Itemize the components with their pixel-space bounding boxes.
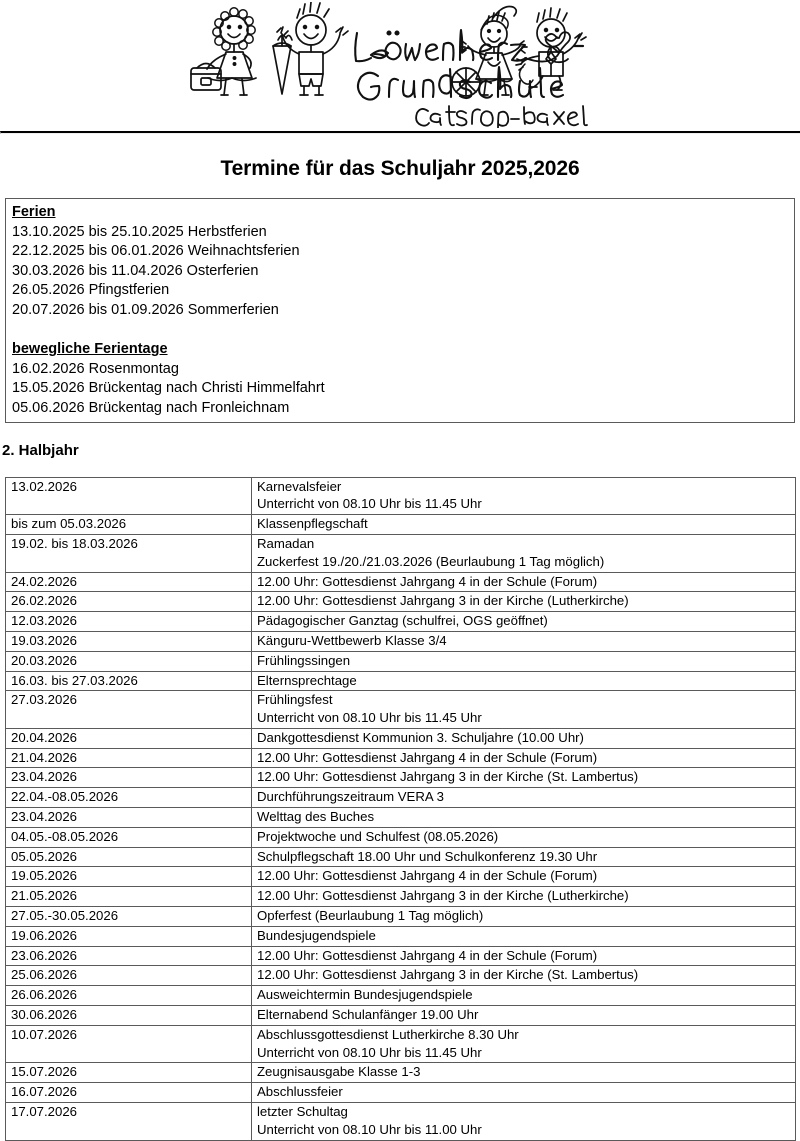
description-line: Unterricht von 08.10 Uhr bis 11.45 Uhr <box>257 710 482 726</box>
page-title: Termine für das Schuljahr 2025,2026 <box>220 157 580 180</box>
description-line: Unterricht von 08.10 Uhr bis 11.00 Uhr <box>257 1121 482 1137</box>
table-row <box>6 572 796 592</box>
table-cell-description <box>252 1025 796 1063</box>
table-cell-date <box>6 926 252 946</box>
description-line: 12.00 Uhr: Gottesdienst Jahrgang 4 in der Schule (Forum) <box>257 573 598 589</box>
table-cell-description <box>252 1083 796 1103</box>
table-row <box>6 671 796 691</box>
description-line: Pädagogischer Ganztag (schulfrei, OGS geöffnet) <box>257 613 548 629</box>
holiday-item: 22.12.2025 bis 06.01.2026 Weihnachtsferien <box>12 243 300 260</box>
school-logo-artwork <box>185 2 615 128</box>
table-cell-date <box>6 1103 252 1141</box>
date-spacer <box>11 495 251 513</box>
table-cell-description <box>252 572 796 592</box>
table-cell-date <box>6 887 252 907</box>
date-text: 24.02.2026 <box>11 573 78 589</box>
date-text: 13.02.2026 <box>11 478 78 494</box>
table-cell-description <box>252 847 796 867</box>
date-text: 19.06.2026 <box>11 927 78 943</box>
table-cell-date <box>6 631 252 651</box>
description-line: 12.00 Uhr: Gottesdienst Jahrgang 3 in der Kirche (Lutherkirche) <box>257 593 629 609</box>
description-line: Karnevalsfeier <box>257 478 342 494</box>
table-cell-description <box>252 788 796 808</box>
description-line: Opferfest (Beurlaubung 1 Tag möglich) <box>257 908 484 924</box>
table-cell-description <box>252 1103 796 1141</box>
date-text: 19.02. bis 18.03.2026 <box>11 535 138 551</box>
dates-table-body <box>6 477 796 1140</box>
movable-holidays-heading: bewegliche Ferientage <box>12 341 168 358</box>
table-cell-date <box>6 946 252 966</box>
table-cell-description <box>252 887 796 907</box>
description-line: 12.00 Uhr: Gottesdienst Jahrgang 4 in der Schule (Forum) <box>257 868 598 884</box>
description-line: letzter Schultag <box>257 1104 348 1120</box>
table-row <box>6 788 796 808</box>
table-cell-description <box>252 966 796 986</box>
table-row <box>6 847 796 867</box>
table-row <box>6 748 796 768</box>
table-row <box>6 515 796 535</box>
date-text: 15.07.2026 <box>11 1064 78 1080</box>
date-text: 27.05.-30.05.2026 <box>11 908 119 924</box>
description-line: Känguru-Wettbewerb Klasse 3/4 <box>257 632 447 648</box>
table-cell-date <box>6 534 252 572</box>
date-text: 25.06.2026 <box>11 967 78 983</box>
table-row <box>6 867 796 887</box>
date-text: 20.03.2026 <box>11 652 78 668</box>
table-row <box>6 1006 796 1026</box>
holidays-spacer <box>12 321 794 341</box>
table-row <box>6 808 796 828</box>
description-line: 12.00 Uhr: Gottesdienst Jahrgang 4 in der Schule (Forum) <box>257 749 598 765</box>
table-row <box>6 691 796 729</box>
table-cell-date <box>6 651 252 671</box>
date-text: 16.03. bis 27.03.2026 <box>11 672 138 688</box>
description-line: 12.00 Uhr: Gottesdienst Jahrgang 3 in der Kirche (Lutherkirche) <box>257 888 629 904</box>
holiday-item: 30.03.2026 bis 11.04.2026 Osterferien <box>12 262 259 279</box>
table-row <box>6 1103 796 1141</box>
table-cell-date <box>6 515 252 535</box>
table-row <box>6 651 796 671</box>
table-cell-date <box>6 592 252 612</box>
holidays-box <box>5 198 795 423</box>
holiday-item: 26.05.2026 Pfingstferien <box>12 282 170 299</box>
date-text: 27.03.2026 <box>11 692 78 708</box>
table-row <box>6 887 796 907</box>
date-spacer <box>11 1121 251 1139</box>
description-line: Frühlingssingen <box>257 652 351 668</box>
date-text: 23.06.2026 <box>11 947 78 963</box>
table-cell-date <box>6 1025 252 1063</box>
table-cell-description <box>252 986 796 1006</box>
table-cell-date <box>6 671 252 691</box>
table-cell-date <box>6 768 252 788</box>
description-line: Schulpflegschaft 18.00 Uhr und Schulkonferenz 19.30 Uhr <box>257 848 598 864</box>
table-cell-description <box>252 768 796 788</box>
date-text: 17.07.2026 <box>11 1104 78 1120</box>
description-line: Welttag des Buches <box>257 809 375 825</box>
date-text: 19.03.2026 <box>11 632 78 648</box>
table-cell-date <box>6 986 252 1006</box>
table-cell-date <box>6 788 252 808</box>
table-row <box>6 631 796 651</box>
description-line: 12.00 Uhr: Gottesdienst Jahrgang 4 in der Schule (Forum) <box>257 947 598 963</box>
movable-holiday-item: 15.05.2026 Brückentag nach Christi Himmelfahrt <box>12 380 325 397</box>
holidays-heading: Ferien <box>12 204 56 220</box>
table-cell-date <box>6 612 252 632</box>
description-line: Bundesjugendspiele <box>257 927 376 943</box>
description-line: Unterricht von 08.10 Uhr bis 11.45 Uhr <box>257 1044 482 1060</box>
table-cell-description <box>252 477 796 515</box>
table-row <box>6 1063 796 1083</box>
table-cell-description <box>252 926 796 946</box>
table-cell-description <box>252 748 796 768</box>
date-spacer <box>11 1044 251 1062</box>
table-row <box>6 1025 796 1063</box>
table-cell-description <box>252 612 796 632</box>
date-text: 22.04.-08.05.2026 <box>11 789 119 805</box>
description-line: Unterricht von 08.10 Uhr bis 11.45 Uhr <box>257 496 482 512</box>
table-cell-description <box>252 1006 796 1026</box>
table-cell-date <box>6 1063 252 1083</box>
date-text: bis zum 05.03.2026 <box>11 516 127 532</box>
description-line: Ramadan <box>257 535 315 551</box>
description-line: Elternabend Schulanfänger 19.00 Uhr <box>257 1007 479 1023</box>
description-line: Ausweichtermin Bundesjugendspiele <box>257 987 473 1003</box>
table-cell-description <box>252 592 796 612</box>
table-cell-description <box>252 827 796 847</box>
table-cell-description <box>252 808 796 828</box>
date-text: 10.07.2026 <box>11 1026 78 1042</box>
table-cell-description <box>252 671 796 691</box>
table-cell-date <box>6 808 252 828</box>
table-row <box>6 592 796 612</box>
table-cell-description <box>252 907 796 927</box>
date-text: 12.03.2026 <box>11 613 78 629</box>
date-spacer <box>11 709 251 727</box>
table-cell-date <box>6 1006 252 1026</box>
date-text: 23.04.2026 <box>11 809 78 825</box>
table-cell-date <box>6 728 252 748</box>
date-text: 20.04.2026 <box>11 729 78 745</box>
table-row <box>6 534 796 572</box>
description-line: Zuckerfest 19./20./21.03.2026 (Beurlaubung 1 Tag möglich) <box>257 553 605 569</box>
table-row <box>6 728 796 748</box>
date-text: 26.06.2026 <box>11 987 78 1003</box>
description-line: Elternsprechtage <box>257 672 357 688</box>
table-row <box>6 768 796 788</box>
date-spacer <box>11 553 251 571</box>
date-text: 19.05.2026 <box>11 868 78 884</box>
description-line: 12.00 Uhr: Gottesdienst Jahrgang 3 in der Kirche (St. Lambertus) <box>257 769 639 785</box>
table-cell-date <box>6 907 252 927</box>
description-line: Zeugnisausgabe Klasse 1-3 <box>257 1064 421 1080</box>
table-cell-date <box>6 827 252 847</box>
date-text: 21.04.2026 <box>11 749 78 765</box>
date-text: 30.06.2026 <box>11 1007 78 1023</box>
table-cell-description <box>252 728 796 748</box>
table-cell-date <box>6 847 252 867</box>
table-row <box>6 1083 796 1103</box>
date-text: 26.02.2026 <box>11 593 78 609</box>
table-cell-description <box>252 691 796 729</box>
table-cell-date <box>6 572 252 592</box>
school-logo <box>0 0 800 131</box>
description-line: Klassenpflegschaft <box>257 516 368 532</box>
section-title-second-term: 2. Halbjahr <box>2 441 79 459</box>
table-row <box>6 477 796 515</box>
table-cell-description <box>252 867 796 887</box>
description-line: Frühlingsfest <box>257 692 333 708</box>
table-cell-description <box>252 651 796 671</box>
description-line: Abschlussgottesdienst Lutherkirche 8.30 Uhr <box>257 1026 519 1042</box>
table-row <box>6 966 796 986</box>
table-cell-date <box>6 691 252 729</box>
description-line: Abschlussfeier <box>257 1084 343 1100</box>
date-text: 05.05.2026 <box>11 848 78 864</box>
table-cell-date <box>6 867 252 887</box>
table-row <box>6 612 796 632</box>
table-cell-date <box>6 1083 252 1103</box>
table-cell-date <box>6 748 252 768</box>
table-cell-date <box>6 477 252 515</box>
table-row <box>6 986 796 1006</box>
table-cell-description <box>252 1063 796 1083</box>
date-text: 21.05.2026 <box>11 888 78 904</box>
description-line: Durchführungszeitraum VERA 3 <box>257 789 444 805</box>
table-row <box>6 907 796 927</box>
table-cell-description <box>252 631 796 651</box>
movable-holiday-item: 16.02.2026 Rosenmontag <box>12 360 179 377</box>
holiday-item: 20.07.2026 bis 01.09.2026 Sommerferien <box>12 301 279 318</box>
date-text: 16.07.2026 <box>11 1084 78 1100</box>
table-cell-description <box>252 534 796 572</box>
table-row <box>6 926 796 946</box>
date-text: 23.04.2026 <box>11 769 78 785</box>
holiday-item: 13.10.2025 bis 25.10.2025 Herbstferien <box>12 223 267 240</box>
description-line: 12.00 Uhr: Gottesdienst Jahrgang 3 in der Kirche (St. Lambertus) <box>257 967 639 983</box>
movable-holiday-item: 05.06.2026 Brückentag nach Fronleichnam <box>12 399 290 416</box>
table-cell-description <box>252 946 796 966</box>
table-cell-date <box>6 966 252 986</box>
table-row <box>6 946 796 966</box>
description-line: Dankgottesdienst Kommunion 3. Schuljahre (10.00 Uhr) <box>257 729 584 745</box>
description-line: Projektwoche und Schulfest (08.05.2026) <box>257 828 499 844</box>
table-cell-description <box>252 515 796 535</box>
date-text: 04.05.-08.05.2026 <box>11 828 119 844</box>
dates-table <box>5 477 796 1141</box>
table-row <box>6 827 796 847</box>
